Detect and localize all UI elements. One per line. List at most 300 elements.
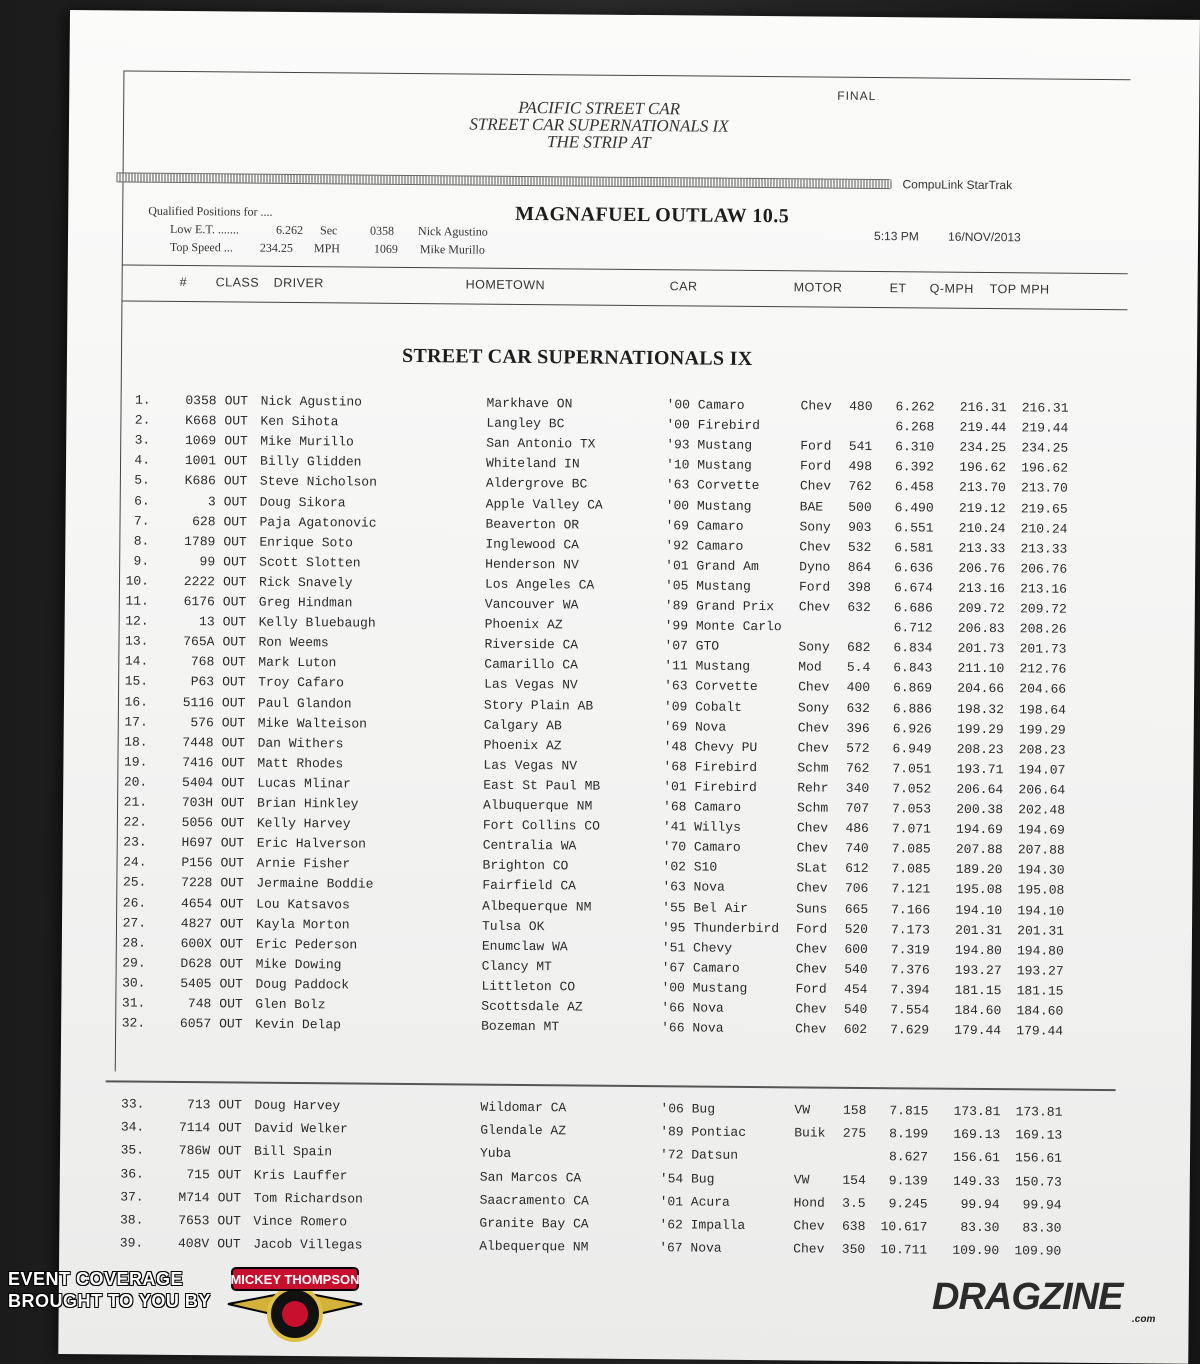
badge-line-2: BROUGHT TO YOU BY [8,1291,211,1312]
cell-num: 713 [150,1097,210,1113]
col-driver: DRIVER [274,276,324,290]
cell-q: 179.44 [939,1023,1001,1039]
cell-num: 3 [156,493,216,509]
cell-top: 207.88 [1003,842,1065,858]
cell-driver: Ken Sihota [260,414,338,430]
cell-pos: 20. [107,774,147,789]
cell-num: D628 [152,956,212,972]
cell-cls: OUT [222,735,262,750]
cell-pos: 14. [108,654,148,669]
cell-num: 600X [152,935,212,951]
cell-disp: 572 [836,740,870,755]
cell-car: '70 Camaro [663,839,741,855]
cell-top: 109.90 [999,1243,1061,1259]
cell-q: 207.88 [941,842,1003,858]
cell-num: 99 [155,554,215,570]
cell-top: 173.81 [1000,1104,1062,1120]
top-speed-number: 1069 [374,242,398,257]
cell-disp: 520 [834,921,868,936]
top-speed-driver: Mike Murillo [420,242,485,258]
header-line-1: PACIFIC STREET CAR [389,97,809,121]
cell-make: Sony [798,640,829,655]
cell-num: 13 [155,614,215,630]
cell-q: 156.61 [938,1150,1000,1166]
cell-car: '51 Chevy [662,940,732,956]
cell-car: '02 S10 [662,860,717,875]
cell-town: Brighton CO [482,858,568,874]
cell-top: 213.16 [1005,581,1067,597]
cell-q: 209.72 [943,601,1005,617]
cell-pos: 4. [110,453,150,468]
cell-car: '54 Bug [660,1171,715,1186]
cell-town: Wildomar CA [480,1100,566,1116]
cell-disp: 5.4 [836,660,870,675]
cell-driver: Eric Halverson [257,836,366,852]
cell-disp: 600 [834,941,868,956]
cell-make: Ford [800,439,831,454]
cell-make: Chev [799,539,830,554]
cell-town: Calgary AB [484,717,562,733]
cell-et: 6.712 [879,620,933,635]
cell-driver: Greg Hindman [259,595,353,611]
cell-cls: OUT [219,996,259,1011]
dragzine-wordmark: DRAGZINE [932,1276,1122,1319]
cell-driver: Mike Walteison [258,715,367,731]
cell-car: '00 Camaro [667,397,745,413]
cell-driver: Tom Richardson [254,1190,363,1206]
cell-driver: Brian Hinkley [257,796,359,812]
top-speed-unit: MPH [314,241,340,256]
cell-num: 5116 [154,694,214,710]
cell-car: '63 Nova [662,880,725,896]
cell-car: '01 Acura [660,1194,730,1210]
cell-car: '06 Bug [660,1101,715,1116]
cell-car: '63 Corvette [664,679,758,695]
cell-car: '41 Willys [663,819,741,835]
cell-car: '67 Camaro [662,960,740,976]
cell-disp: 707 [835,801,869,816]
cell-cls: OUT [217,1213,257,1228]
cell-pos: 33. [104,1096,144,1111]
cell-driver: Nick Agustino [261,394,363,410]
section-title: STREET CAR SUPERNATIONALS IX [402,345,753,371]
cell-num: 5405 [151,976,211,992]
cell-car: '05 Mustang [665,578,751,594]
cell-cls: OUT [218,1097,258,1112]
cell-et: 9.139 [874,1173,928,1188]
cell-q: 204.66 [942,681,1004,697]
cell-top: 83.30 [999,1220,1061,1236]
cell-disp: 864 [837,560,871,575]
cell-car: '89 Grand Prix [665,598,774,614]
cell-car: '09 Cobalt [664,699,742,715]
cell-et: 6.268 [880,419,934,434]
cell-top: 194.80 [1002,943,1064,959]
cell-disp: 612 [834,861,868,876]
cell-q: 211.10 [942,661,1004,677]
cell-make: VW [794,1172,810,1187]
cell-et: 6.886 [878,701,932,716]
cell-town: Langley BC [486,416,564,432]
dragzine-logo [932,1276,1182,1330]
event-time: 5:13 PM [874,229,919,243]
cell-cls: OUT [218,1144,258,1159]
cell-cls: OUT [220,876,260,891]
cell-pos: 38. [103,1212,143,1227]
cell-q: 196.62 [944,460,1006,476]
cell-town: Fort Collins CO [483,818,600,834]
cell-cls: OUT [224,434,264,449]
cell-top: 169.13 [1000,1127,1062,1143]
cell-make: Dyno [799,559,830,574]
cell-q: 194.80 [940,942,1002,958]
cell-town: Phoenix AZ [484,737,562,753]
cell-driver: Dan Withers [258,735,344,751]
cell-et: 7.629 [875,1022,929,1037]
cell-top: 156.61 [1000,1151,1062,1167]
cell-top: 195.08 [1002,883,1064,899]
cell-q: 149.33 [938,1173,1000,1189]
cell-make: Chev [793,1218,824,1233]
cell-disp: 740 [835,841,869,856]
cell-cls: OUT [217,1237,257,1252]
cell-q: 194.10 [940,902,1002,918]
cell-driver: Paul Glandon [258,695,352,711]
cell-driver: Eric Pederson [256,936,358,952]
cell-town: Bozeman MT [481,1019,559,1035]
cell-et: 7.376 [876,962,930,977]
cell-driver: Jacob Villegas [253,1237,362,1253]
cell-town: Las Vegas NV [484,677,578,693]
cell-q: 109.90 [937,1243,999,1259]
cell-num: K686 [156,473,216,489]
cell-car: '92 Camaro [665,538,743,554]
cell-disp: 762 [838,479,872,494]
cell-car: '62 Impalla [659,1217,745,1233]
cell-et: 6.686 [879,600,933,615]
cell-et: 6.551 [879,520,933,535]
cell-top: 212.76 [1004,661,1066,677]
cell-car: '48 Chevy PU [664,739,758,755]
top-speed-value: 234.25 [260,241,293,256]
cell-driver: Kelly Harvey [257,816,351,832]
col-q-mph: Q-MPH [930,282,974,296]
cell-pos: 32. [105,1015,145,1030]
cell-top: 184.60 [1001,1003,1063,1019]
cell-q: 194.69 [941,822,1003,838]
cell-disp: 454 [833,982,867,997]
cell-town: Granite Bay CA [479,1216,588,1232]
cell-driver: Paja Agatonovic [259,514,376,530]
cell-top: 209.72 [1005,601,1067,617]
cell-et: 6.834 [878,640,932,655]
cell-car: '11 Mustang [664,659,750,675]
cell-driver: Mark Luton [258,655,336,671]
cell-driver: Kevin Delap [255,1017,341,1033]
cell-top: 213.70 [1006,481,1068,497]
cell-make: Ford [796,921,827,936]
cell-q: 213.33 [943,540,1005,556]
cell-q: 193.71 [941,761,1003,777]
low-et-label: Low E.T. ....... [170,222,239,238]
cell-pos: 23. [107,835,147,850]
low-et-driver: Nick Agustino [418,224,488,240]
cell-pos: 36. [104,1166,144,1181]
cell-q: 195.08 [940,882,1002,898]
cell-cls: OUT [223,574,263,589]
cell-car: '95 Thunderbird [662,920,779,936]
cell-make: Schm [797,800,828,815]
cell-car: '66 Nova [661,1000,724,1016]
cell-pos: 27. [106,915,146,930]
cell-num: 408V [149,1236,209,1252]
cell-q: 208.23 [942,741,1004,757]
cell-make: Chev [796,881,827,896]
cell-cls: OUT [221,815,261,830]
cell-top: 198.64 [1004,702,1066,718]
cell-pos: 6. [110,493,150,508]
col-car: CAR [670,279,698,293]
cell-top: 206.64 [1003,782,1065,798]
mickey-thompson-logo [224,1264,366,1350]
cell-driver: Doug Harvey [254,1098,340,1114]
cell-top: 194.10 [1002,903,1064,919]
cell-top: 219.65 [1006,501,1068,517]
cell-top: 194.30 [1002,862,1064,878]
cell-town: Centralia WA [483,838,577,854]
cell-cls: OUT [222,715,262,730]
cell-town: Albequerque NM [479,1239,588,1255]
cell-cls: OUT [219,1016,259,1031]
cell-pos: 15. [108,674,148,689]
cell-cls: OUT [224,454,264,469]
cell-town: Story Plain AB [484,697,593,713]
cell-pos: 2. [110,412,150,427]
cell-cls: OUT [218,1121,258,1136]
cell-et: 7.085 [876,861,930,876]
cell-town: San Antonio TX [486,436,595,452]
cell-num: 5404 [153,775,213,791]
cell-et: 7.554 [875,1002,929,1017]
cell-town: Aldergrove BC [486,476,588,492]
cell-disp: 602 [833,1022,867,1037]
cell-town: Glendale AZ [480,1123,566,1139]
cell-driver: Scott Slotten [259,554,361,570]
cell-et: 7.053 [877,801,931,816]
cell-cls: OUT [218,1167,258,1182]
cell-pos: 5. [110,473,150,488]
header-line-3: THE STRIP AT [389,131,809,155]
cell-et: 7.173 [876,922,930,937]
cell-top: 202.48 [1003,802,1065,818]
cell-town: Fairfield CA [482,878,576,894]
cell-pos: 35. [104,1143,144,1158]
cell-top: 216.31 [1006,400,1068,416]
cell-pos: 21. [107,794,147,809]
cell-cls: OUT [221,836,261,851]
cell-car: '68 Firebird [663,759,757,775]
cell-disp: 400 [836,680,870,695]
cell-et: 6.869 [878,680,932,695]
cell-make: Schm [797,760,828,775]
cell-pos: 34. [104,1120,144,1135]
cell-make: BAE [800,499,824,514]
cell-car: '07 GTO [664,638,719,653]
cell-driver: Billy Glidden [260,454,362,470]
cell-town: Albuquerque NM [483,798,592,814]
cell-q: 206.64 [941,782,1003,798]
cell-town: Tulsa OK [482,918,545,934]
cell-cls: OUT [224,413,264,428]
cell-num: 7416 [153,755,213,771]
cell-driver: Kris Lauffer [254,1167,348,1183]
cell-driver: Bill Spain [254,1144,332,1160]
cell-pos: 24. [106,855,146,870]
cell-car: '00 Mustang [666,498,752,514]
badge-line-1: EVENT COVERAGE [8,1269,183,1290]
cell-et: 6.581 [879,540,933,555]
cell-q: 234.25 [944,440,1006,456]
cell-et: 6.490 [880,500,934,515]
cell-town: Riverside CA [484,637,578,653]
cell-driver: Enrique Soto [259,534,353,550]
cell-town: Markhave ON [487,396,573,412]
cell-pos: 1. [111,392,151,407]
cell-num: 0358 [157,393,217,409]
cell-pos: 28. [106,935,146,950]
cell-num: 4654 [152,895,212,911]
cell-disp: 903 [837,519,871,534]
cell-num: M714 [150,1190,210,1206]
cell-car: '00 Mustang [661,980,747,996]
cell-driver: Steve Nicholson [260,474,377,490]
cell-num: 715 [150,1166,210,1182]
cell-town: Littleton CO [481,979,575,995]
cell-driver: Doug Paddock [255,977,349,993]
cell-cls: OUT [223,594,263,609]
cell-q: 201.31 [940,922,1002,938]
cell-make: Chev [796,941,827,956]
event-title: MAGNAFUEL OUTLAW 10.5 [515,203,789,228]
cell-car: '63 Corvette [666,478,760,494]
cell-disp: 532 [837,539,871,554]
cell-make: Ford [800,459,831,474]
cell-num: 7114 [150,1120,210,1136]
results-table [70,10,1200,20]
cell-disp: 540 [834,961,868,976]
cell-disp: 396 [836,720,870,735]
cell-driver: Mike Murillo [260,434,354,450]
cell-top: 201.73 [1004,641,1066,657]
cell-top: 196.62 [1006,460,1068,476]
cell-make: Chev [797,820,828,835]
cell-et: 6.674 [879,580,933,595]
cell-pos: 22. [107,814,147,829]
cell-disp: 540 [833,1002,867,1017]
cell-num: 765A [154,634,214,650]
cell-car: '89 Pontiac [660,1124,746,1140]
cell-cls: OUT [220,936,260,951]
low-et-number: 0358 [370,224,394,239]
cell-num: 1069 [156,433,216,449]
cell-disp: 500 [838,499,872,514]
cell-car: '01 Firebird [663,779,757,795]
cell-num: 748 [151,996,211,1012]
cell-pos: 18. [108,734,148,749]
cell-q: 169.13 [938,1127,1000,1143]
cell-car: '93 Mustang [666,437,752,453]
cell-cls: OUT [224,494,264,509]
cell-town: Inglewood CA [485,536,579,552]
col-class: CLASS [216,275,260,289]
cell-top: 204.66 [1004,682,1066,698]
cell-q: 213.70 [944,480,1006,496]
cell-disp: 682 [836,640,870,655]
cell-town: Vancouver WA [485,597,579,613]
cell-q: 201.73 [942,641,1004,657]
cell-cls: OUT [222,655,262,670]
cell-et: 7.815 [874,1103,928,1118]
cell-q: 213.16 [943,581,1005,597]
cell-car: '69 Nova [664,719,727,735]
cell-car: '01 Grand Am [665,558,759,574]
cell-top: 208.23 [1004,742,1066,758]
cell-make: Suns [796,901,827,916]
cell-num: 576 [154,714,214,730]
cell-town: Phoenix AZ [485,617,563,633]
cell-q: 206.83 [943,621,1005,637]
cell-pos: 7. [109,513,149,528]
cell-top: 150.73 [1000,1174,1062,1190]
cell-disp: 398 [837,580,871,595]
cell-car: '00 Firebird [666,417,760,433]
cell-disp: 154 [832,1172,866,1187]
cell-pos: 25. [106,875,146,890]
cell-cls: OUT [222,675,262,690]
cell-top: 206.76 [1005,561,1067,577]
cell-car: '10 Mustang [666,458,752,474]
cell-driver: Lou Katsavos [256,896,350,912]
cell-town: Apple Valley CA [486,496,603,512]
cell-make: Sony [798,700,829,715]
cell-q: 219.12 [944,500,1006,516]
cell-et: 7.319 [876,942,930,957]
cell-pos: 19. [107,754,147,769]
low-et-value: 6.262 [276,223,303,238]
cell-et: 8.199 [874,1126,928,1141]
cell-car: '67 Nova [659,1240,722,1256]
cell-make: Chev [800,479,831,494]
cell-q: 216.31 [945,400,1007,416]
cell-pos: 8. [109,533,149,548]
cell-pos: 10. [109,573,149,588]
cell-pos: 9. [109,553,149,568]
cell-num: 2222 [155,574,215,590]
cell-disp: 541 [838,439,872,454]
cell-pos: 39. [103,1236,143,1251]
cell-top: 213.33 [1005,541,1067,557]
cell-cls: OUT [224,474,264,489]
cell-num: 786W [150,1143,210,1159]
cell-make: Chev [795,1001,826,1016]
col-et: ET [890,281,907,295]
cell-pos: 37. [104,1189,144,1204]
cell-num: P63 [154,674,214,690]
event-date: 16/NOV/2013 [948,230,1021,245]
cell-pos: 30. [105,975,145,990]
col-hometown: HOMETOWN [466,277,546,292]
top-speed-label: Top Speed ... [170,240,233,256]
